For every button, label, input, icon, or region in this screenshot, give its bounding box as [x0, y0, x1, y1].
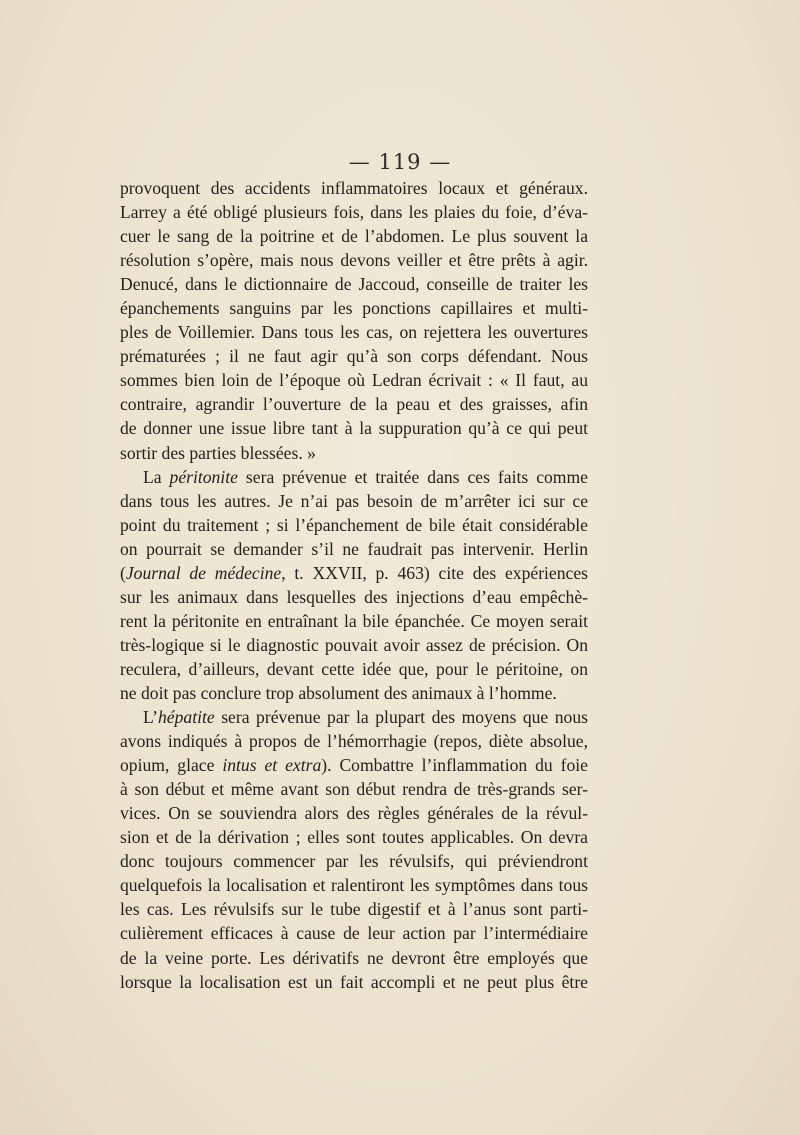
text-line: sortir des parties blessées. » — [120, 442, 316, 463]
text-line: cuer le sang de la poitrine et de l’abdomen. Le plus souvent la — [120, 226, 588, 247]
page-number: — 119 — — [348, 150, 452, 174]
body-text — [120, 176, 588, 994]
text-line: provoquent des accidents inflammatoires locaux et généraux. — [120, 178, 588, 198]
text-line: quelquefois la localisation et ralentiront les symptômes dans tous — [120, 875, 588, 896]
text-line: Denucé, dans le dictionnaire de Jaccoud, conseille de traiter les — [120, 274, 588, 295]
text-line: avons indiqués à propos de l’hémorrhagie (repos, diète absolue, — [120, 731, 588, 752]
text-line: (Journal de médecine, t. XXVII, p. 463) cite des expériences — [120, 562, 589, 583]
text-line: ples de Voillemier. Dans tous les cas, on rejettera les ouvertures — [120, 322, 588, 343]
text-line: ne doit pas conclure trop absolument des animaux à l’homme. — [120, 682, 557, 703]
text-line: dans tous les autres. Je n’ai pas besoin de m’arrêter ici sur ce — [120, 490, 588, 511]
text-line: résolution s’opère, mais nous devons veiller et être prêts à agir. — [120, 250, 588, 271]
text-line: culièrement efficaces à cause de leur action par l’intermédiaire — [120, 923, 588, 944]
text-line: sur les animaux dans lesquelles des injections d’eau empêchè- — [120, 586, 588, 607]
text-line: reculera, d’ailleurs, devant cette idée que, pour le péritoine, on — [120, 658, 588, 679]
text-line: donc toujours commencer par les révulsifs, qui préviendront — [120, 851, 588, 872]
text-line: opium, glace intus et extra). Combattre l’inflammation du foie — [120, 755, 588, 776]
text-line: très-logique si le diagnostic pouvait avoir assez de précision. On — [120, 634, 588, 655]
text-line: La péritonite sera prévenue et traitée dans ces faits comme — [143, 466, 588, 487]
text-line: sion et de la dérivation ; elles sont toutes applicables. On devra — [120, 827, 588, 848]
text-line: lorsque la localisation est un fait accompli et ne peut plus être — [120, 971, 588, 992]
text-line: on pourrait se demander s’il ne faudrait pas intervenir. Herlin — [120, 538, 588, 559]
paragraph-1 — [120, 176, 588, 465]
paragraph-3 — [120, 705, 588, 994]
text-line: sommes bien loin de l’époque où Ledran écrivait : « Il faut, au — [120, 370, 588, 391]
text-line: de donner une issue libre tant à la suppuration qu’à ce qui peut — [120, 418, 588, 439]
text-line: vices. On se souviendra alors des règles générales de la révul- — [120, 803, 588, 824]
text-line: L’hépatite sera prévenue par la plupart des moyens que nous — [143, 707, 588, 728]
text-line: de la veine porte. Les dérivatifs ne devront être employés que — [120, 947, 588, 968]
text-line: à son début et même avant son début rendra de très-grands ser- — [120, 779, 588, 800]
text-line: prématurées ; il ne faut agir qu’à son corps défendant. Nous — [120, 346, 588, 367]
text-line: Larrey a été obligé plusieurs fois, dans les plaies du foie, d’éva- — [120, 202, 588, 223]
text-line: contraire, agrandir l’ouverture de la peau et des graisses, afin — [120, 394, 588, 415]
paragraph-2 — [120, 465, 588, 705]
text-line: épanchements sanguins par les ponctions capillaires et multi- — [120, 298, 588, 319]
text-line: rent la péritonite en entraînant la bile épanchée. Ce moyen serait — [120, 610, 588, 631]
text-line: les cas. Les révulsifs sur le tube digestif et à l’anus sont parti- — [120, 899, 588, 920]
text-line: point du traitement ; si l’épanchement de bile était considérable — [120, 514, 588, 535]
